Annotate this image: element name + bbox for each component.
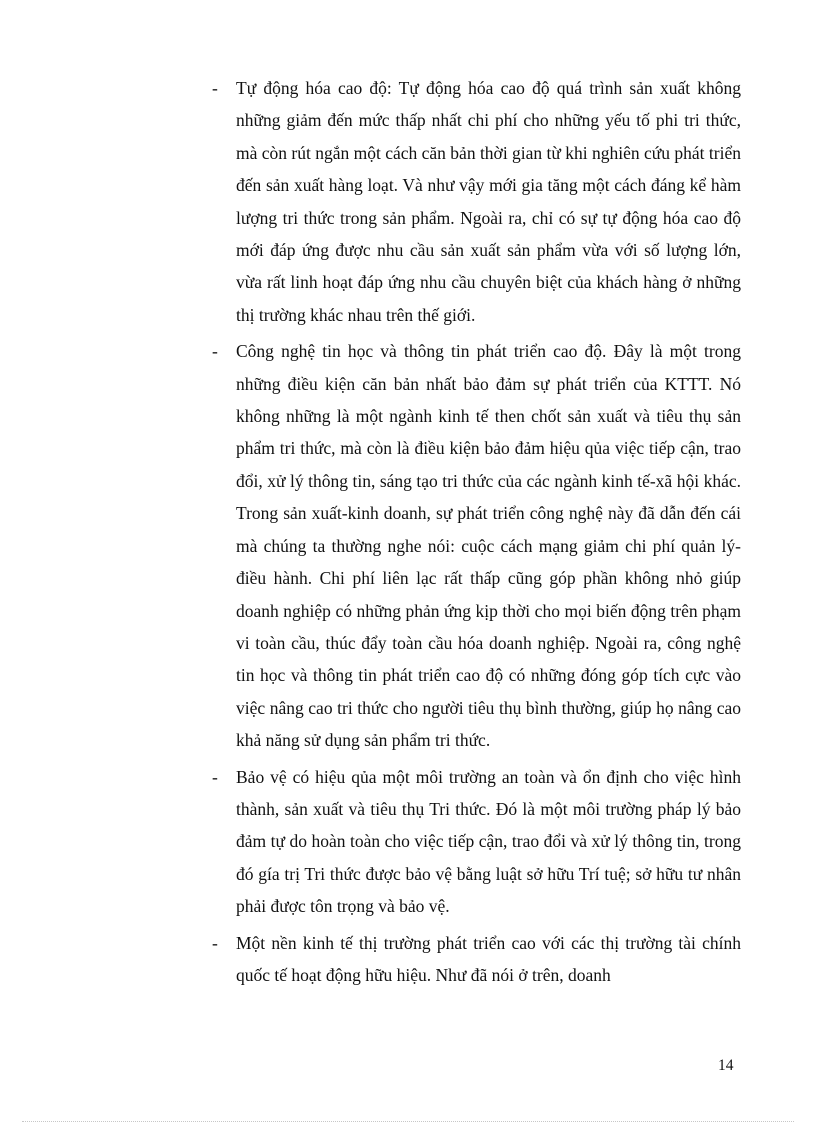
bullet-item-protection [208, 761, 741, 923]
bullet-dash: - [212, 78, 218, 98]
page-bottom-divider [22, 1121, 794, 1122]
bullet-text: Công nghệ tin học và thông tin phát triển cao độ. Đây là một trong những điều kiện căn bản nhất bảo đảm sự phát triển của KTTT. Nó không những là một ngành kinh tế then chốt sản xuất và tiêu thụ sản phẩm tri thức, mà còn là điều kiện bảo đảm hiệu qủa việc tiếp cận, trao đổi, xử lý thông tin, sáng tạo tri thức của các ngành kinh tế-xã hội khác. Trong sản xuất-kinh doanh, sự phát triển công nghệ này đã dẫn đến cái mà chúng ta thường nghe nói: cuộc cách mạng giảm chi phí quản lý-điều hành. Chi phí liên lạc rất thấp cũng góp phần không nhỏ giúp doanh nghiệp có những phản ứng kịp thời cho mọi biến động trên phạm vi toàn cầu, thúc đẩy toàn cầu hóa doanh nghiệp. Ngoài ra, công nghệ tin học và thông tin phát triển cao độ có những đóng góp tích cực vào việc nâng cao tri thức cho người tiêu thụ bình thường, giúp họ nâng cao khả năng sử dụng sản phẩm tri thức. [236, 341, 741, 751]
bullet-text: Bảo vệ có hiệu qủa một môi trường an toàn và ổn định cho việc hình thành, sản xuất và tiêu thụ Tri thức. Đó là một môi trường pháp lý bảo đảm tự do hoàn toàn cho việc tiếp cận, trao đổi và xử lý thông tin, trong đó gía trị Tri thức được bảo vệ bằng luật sở hữu Trí tuệ; sở hữu tư nhân phải được tôn trọng và bảo vệ. [236, 766, 741, 917]
bullet-dash: - [212, 932, 218, 953]
bullet-item-market-economy [208, 927, 741, 992]
bullet-dash: - [212, 341, 218, 362]
bullet-item-it-technology [208, 335, 741, 756]
bullet-text: Một nền kinh tế thị trường phát triển cao với các thị trường tài chính quốc tế hoạt động hữu hiệu. Như đã nói ở trên, doanh [236, 932, 741, 985]
bullet-dash: - [212, 766, 218, 787]
bullet-text: Tự động hóa cao độ: Tự động hóa cao độ quá trình sản xuất không những giảm đến mức thấp nhất chi phí cho những yếu tố phi tri thức, mà còn rút ngắn một cách căn bản thời gian từ khi nghiên cứu phát triển đến sản xuất hàng loạt. Và như vậy mới gia tăng một cách đáng kể hàm lượng tri thức trong sản phẩm. Ngoài ra, chỉ có sự tự động hóa cao độ mới đáp ứng được nhu cầu sản xuất sản phẩm vừa với số lượng lớn, vừa rất linh hoạt đáp ứng nhu cầu chuyên biệt của khách hàng ở những thị trường khác nhau trên thế giới. [236, 78, 741, 325]
bullet-item-automation [208, 72, 741, 331]
body-text [208, 72, 741, 995]
page-number: 14 [718, 1057, 734, 1074]
